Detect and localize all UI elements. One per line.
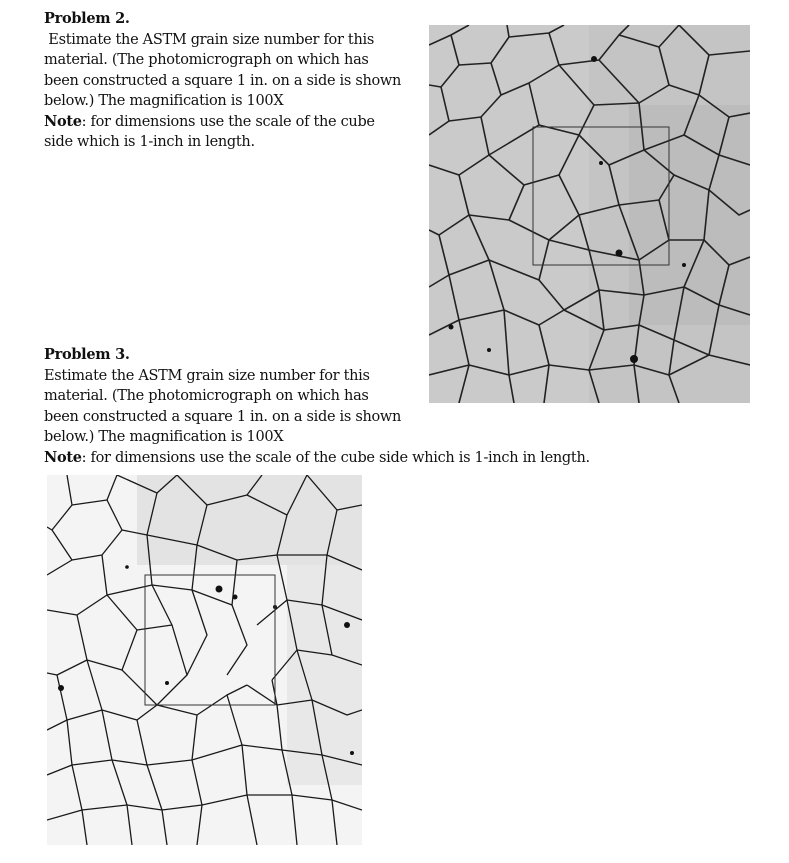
problem2-line-4: below.) The magnification is 100X <box>44 93 284 109</box>
problem2-line-2: material. (The photomicrograph on which has <box>44 52 369 68</box>
problem2-note-line-1: : for dimensions use the scale of the cube <box>81 113 375 130</box>
micrograph-2 <box>47 475 362 845</box>
problem3-block <box>44 345 724 468</box>
problem3-line-3: been constructed a square 1 in. on a side is shown <box>44 408 402 425</box>
problem2-line-3: been constructed a square 1 in. on a side is shown <box>44 72 402 89</box>
problem2-heading: Problem 2. <box>44 10 130 27</box>
problem3-line-1: Estimate the ASTM grain size number for this <box>44 367 370 384</box>
problem2-note <box>44 112 419 133</box>
grain-micrograph-image <box>47 475 362 845</box>
problem2-note-line-2: side which is 1-inch in length. <box>44 134 255 150</box>
problem3-note-label: Note <box>44 448 82 466</box>
problem2-block <box>44 9 419 153</box>
problem2-line-1: Estimate the ASTM grain size number for this <box>44 31 374 48</box>
problem3-line-2: material. (The photomicrograph on which has <box>44 388 369 404</box>
problem3-note-text: : for dimensions use the scale of the cube side which is 1-inch in length. <box>81 449 590 466</box>
problem3-heading: Problem 3. <box>44 346 130 363</box>
problem3-note <box>44 448 724 469</box>
problem2-note-label: Note <box>44 112 82 130</box>
problem3-line-4: below.) The magnification is 100X <box>44 429 284 445</box>
